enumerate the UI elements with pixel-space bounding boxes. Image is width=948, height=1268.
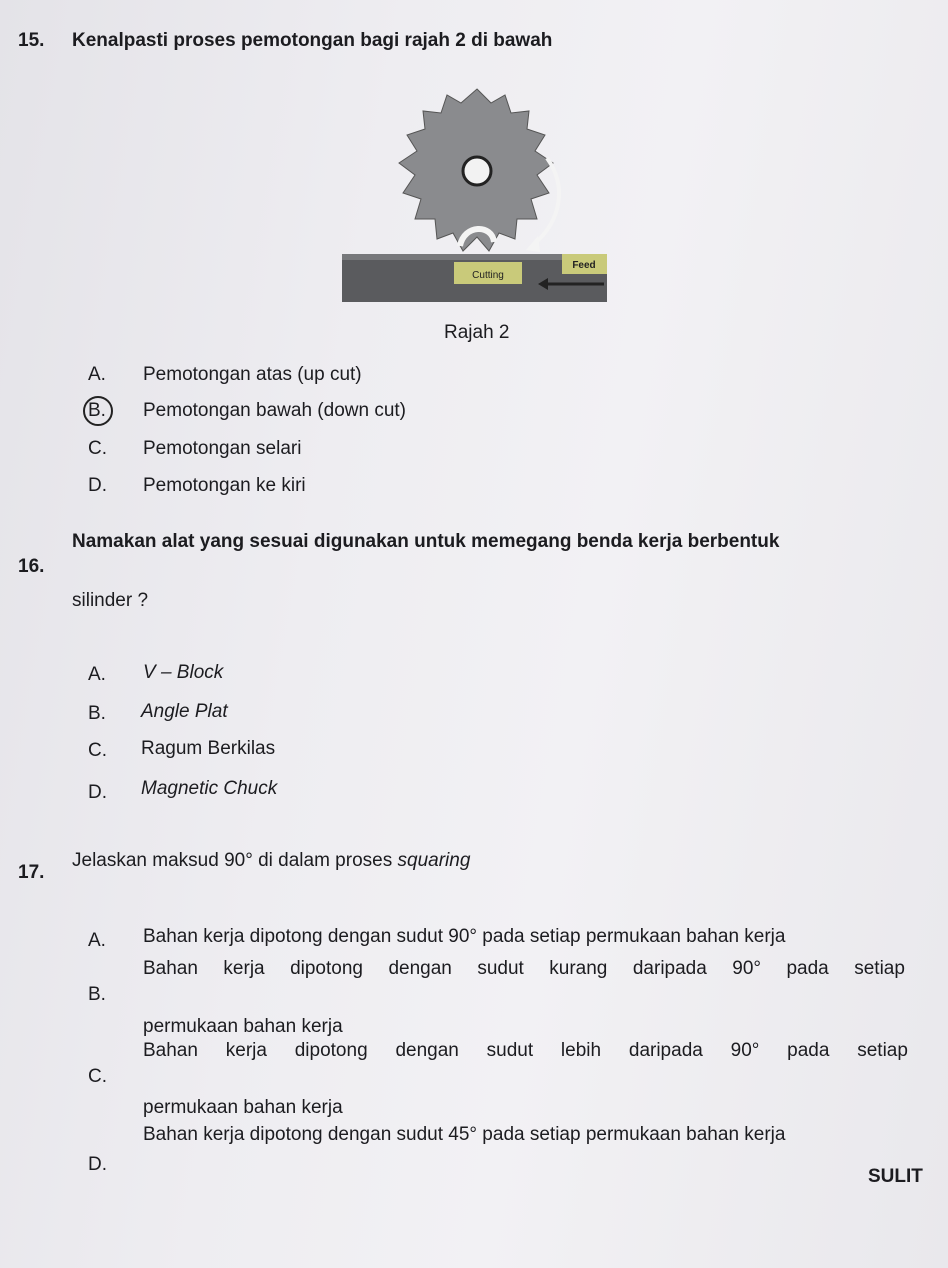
q17-option-a-letter: A. [88, 930, 106, 951]
q17-option-c-line2: permukaan bahan kerja [143, 1097, 343, 1118]
q16-option-d-letter: D. [88, 782, 107, 803]
word: kerja [223, 958, 265, 979]
word: 90° [732, 958, 762, 979]
word: dipotong [290, 958, 363, 979]
word: daripada [632, 958, 707, 979]
feed-label: Feed [572, 260, 596, 271]
q17-option-d-letter: D. [88, 1154, 107, 1175]
word: Bahan [143, 1040, 198, 1061]
q16-option-a-letter: A. [88, 664, 106, 685]
q15-figure [342, 86, 612, 306]
q17-text-italic: squaring [397, 850, 471, 871]
word: sudut [486, 1040, 534, 1061]
q15-option-b[interactable]: Pemotongan bawah (down cut) [143, 400, 406, 421]
q16-option-b[interactable]: Angle Plat [141, 701, 228, 722]
q15-option-a[interactable]: Pemotongan atas (up cut) [143, 364, 362, 385]
q17-option-d[interactable]: Bahan kerja dipotong dengan sudut 45° pada setiap permukaan bahan kerja [143, 1124, 786, 1145]
q15-option-c[interactable]: Pemotongan selari [143, 438, 302, 459]
q15-option-c-letter: C. [88, 438, 107, 459]
q17-option-c-letter: C. [88, 1066, 107, 1087]
word: kurang [549, 958, 608, 979]
q16-option-c-letter: C. [88, 740, 107, 761]
q17-text [72, 850, 470, 872]
word: dipotong [294, 1040, 368, 1061]
word: pada [786, 958, 829, 979]
word: setiap [857, 1040, 908, 1061]
q15-option-d[interactable]: Pemotongan ke kiri [143, 475, 306, 496]
word: Bahan [143, 958, 198, 979]
q16-option-b-letter: B. [88, 703, 106, 724]
q15-figure-caption: Rajah 2 [444, 322, 510, 343]
q17-option-b-line2: permukaan bahan kerja [143, 1016, 343, 1037]
word: daripada [628, 1040, 703, 1061]
word: kerja [225, 1040, 267, 1061]
q17-option-b-letter: B. [88, 984, 106, 1005]
word: 90° [730, 1040, 760, 1061]
cutting-label: Cutting [472, 270, 504, 281]
q15-number: 15. [18, 30, 45, 51]
q17-option-b-line1[interactable] [143, 958, 905, 980]
word: dengan [395, 1040, 459, 1061]
q17-text-main: Jelaskan maksud 90° di dalam proses [72, 850, 393, 871]
word: sudut [477, 958, 524, 979]
sulit-label: SULIT [868, 1166, 923, 1187]
q16-option-c[interactable]: Ragum Berkilas [141, 738, 276, 759]
blade-arbor-hole [463, 157, 491, 185]
q17-option-c-line1[interactable] [143, 1040, 908, 1062]
q15-option-d-letter: D. [88, 475, 107, 496]
q16-option-a[interactable]: V – Block [143, 662, 224, 683]
q15-option-b-letter: B. [88, 400, 106, 421]
q16-number: 16. [18, 556, 45, 577]
word: pada [787, 1040, 830, 1061]
q17-number: 17. [18, 862, 45, 883]
q17-option-a[interactable]: Bahan kerja dipotong dengan sudut 90° pada setiap permukaan bahan kerja [143, 926, 786, 947]
q15-option-a-letter: A. [88, 364, 106, 385]
q15-text: Kenalpasti proses pemotongan bagi rajah 2 di bawah [72, 30, 553, 51]
q16-text-line2: silinder ? [72, 590, 149, 611]
word: lebih [560, 1040, 602, 1061]
q16-text-line1: Namakan alat yang sesuai digunakan untuk memegang benda kerja berbentuk [72, 531, 780, 552]
word: dengan [388, 958, 452, 979]
q16-option-d[interactable]: Magnetic Chuck [141, 778, 278, 799]
word: setiap [854, 958, 905, 979]
